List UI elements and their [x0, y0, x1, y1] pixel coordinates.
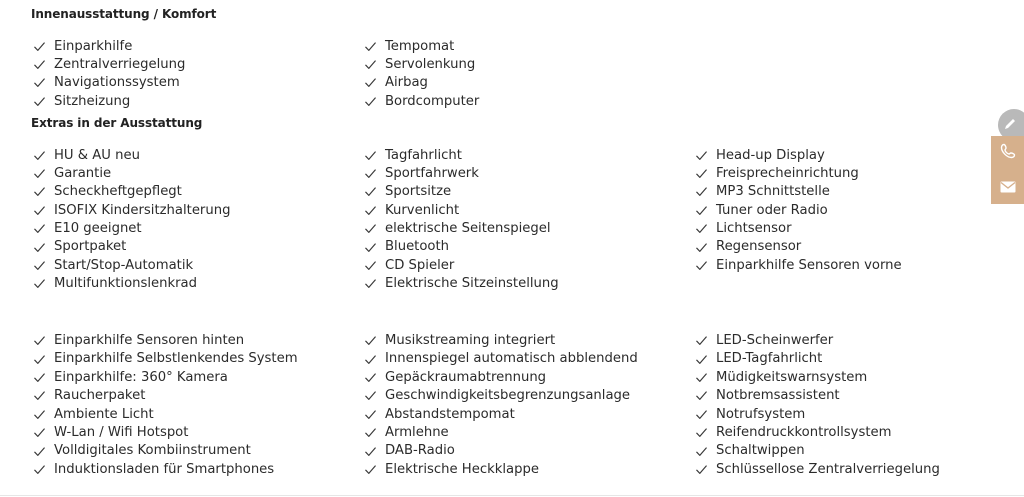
feature-label: W-Lan / Wifi Hotspot: [54, 424, 189, 440]
check-icon: [365, 187, 376, 197]
check-icon: [365, 447, 376, 457]
check-icon: [34, 78, 45, 88]
check-icon: [365, 206, 376, 216]
feature-label: Servolenkung: [385, 56, 476, 72]
feature-label: Einparkhilfe: 360° Kamera: [54, 369, 228, 385]
check-icon: [365, 97, 376, 107]
feature-label: Ambiente Licht: [54, 406, 154, 422]
check-icon: [34, 224, 45, 234]
check-icon: [365, 261, 376, 271]
feature-item: [31, 424, 351, 442]
feature-item: [693, 238, 1013, 256]
feature-label: Einparkhilfe Sensoren vorne: [716, 257, 902, 273]
check-icon: [696, 391, 707, 401]
more-list-col2: [362, 332, 682, 479]
feature-label: Innenspiegel automatisch abblendend: [385, 351, 638, 367]
check-icon: [365, 224, 376, 234]
check-icon: [365, 151, 376, 161]
feature-label: Airbag: [385, 75, 428, 91]
check-icon: [365, 336, 376, 346]
check-icon: [34, 206, 45, 216]
feature-item: [693, 350, 1013, 368]
feature-item: [693, 369, 1013, 387]
feature-item: [31, 387, 351, 405]
feature-label: Geschwindigkeitsbegrenzungsanlage: [385, 388, 631, 404]
feature-label: Notbremsassistent: [716, 388, 840, 404]
feature-item: [31, 74, 351, 92]
feature-item: [31, 442, 351, 460]
feature-item: [31, 93, 351, 111]
feature-item: [362, 238, 682, 256]
check-icon: [365, 428, 376, 438]
feature-item: [693, 147, 1013, 165]
feature-item: [693, 183, 1013, 201]
check-icon: [365, 279, 376, 289]
feature-label: Sitzheizung: [54, 93, 131, 109]
feature-item: [31, 406, 351, 424]
feature-item: [362, 369, 682, 387]
check-icon: [365, 243, 376, 253]
check-icon: [696, 373, 707, 383]
feature-label: Armlehne: [385, 424, 449, 440]
feature-label: Scheckheftgepflegt: [54, 184, 182, 200]
feature-item: [693, 424, 1013, 442]
check-icon: [34, 97, 45, 107]
feature-label: Tempomat: [385, 38, 455, 54]
feature-item: [362, 93, 682, 111]
check-icon: [696, 151, 707, 161]
section-title-interior: Innenausstattung / Komfort: [31, 7, 217, 21]
phone-icon: [1000, 143, 1016, 163]
check-icon: [365, 391, 376, 401]
check-icon: [696, 336, 707, 346]
check-icon: [365, 410, 376, 420]
feature-label: Bluetooth: [385, 239, 450, 255]
check-icon: [365, 373, 376, 383]
feature-item: [362, 147, 682, 165]
check-icon: [365, 465, 376, 475]
check-icon: [696, 447, 707, 457]
feature-label: Elektrische Heckklappe: [385, 461, 539, 477]
feature-item: [31, 369, 351, 387]
feature-label: Elektrische Sitzeinstellung: [385, 276, 559, 292]
feature-item: [362, 74, 682, 92]
feature-label: Einparkhilfe Sensoren hinten: [54, 333, 245, 348]
check-icon: [696, 261, 707, 271]
check-icon: [34, 151, 45, 161]
check-icon: [34, 261, 45, 271]
extras-list-col3: [693, 147, 1013, 276]
check-icon: [34, 243, 45, 253]
feature-label: E10 geeignet: [54, 221, 142, 237]
pencil-icon: [1003, 116, 1017, 135]
feature-item: [693, 461, 1013, 479]
feature-item: [362, 183, 682, 201]
feature-label: Gepäckraumabtrennung: [385, 369, 547, 385]
feature-label: Regensensor: [716, 239, 802, 255]
check-icon: [34, 391, 45, 401]
feature-item: [31, 350, 351, 368]
check-icon: [34, 447, 45, 457]
feature-label: Notrufsystem: [716, 406, 806, 422]
check-icon: [365, 60, 376, 70]
feature-item: [31, 257, 351, 275]
feature-item: [362, 406, 682, 424]
feature-label: Multifunktionslenkrad: [54, 276, 198, 292]
mail-button[interactable]: [991, 170, 1024, 204]
check-icon: [696, 410, 707, 420]
feature-item: [693, 387, 1013, 405]
check-icon: [34, 410, 45, 420]
feature-item: [693, 165, 1013, 183]
feature-item: [693, 442, 1013, 460]
feature-item: [31, 56, 351, 74]
feature-label: Bordcomputer: [385, 93, 480, 109]
feature-item: [31, 38, 351, 56]
feature-item: [693, 257, 1013, 275]
feature-item: [362, 424, 682, 442]
feature-item: [31, 332, 351, 350]
check-icon: [696, 206, 707, 216]
check-icon: [696, 355, 707, 365]
section-title-extras: Extras in der Ausstattung: [31, 116, 203, 130]
feature-item: [693, 332, 1013, 350]
check-icon: [34, 42, 45, 52]
feature-item: [31, 183, 351, 201]
feature-item: [362, 257, 682, 275]
check-icon: [365, 355, 376, 365]
feature-label: Einparkhilfe: [54, 38, 133, 54]
feature-item: [362, 387, 682, 405]
feature-label: Zentralverriegelung: [54, 56, 186, 72]
check-icon: [365, 42, 376, 52]
feature-item: [362, 332, 682, 350]
check-icon: [34, 465, 45, 475]
feature-label: Volldigitales Kombiinstrument: [54, 443, 251, 459]
feature-label: Raucherpaket: [54, 388, 146, 404]
feature-item: [31, 147, 351, 165]
feature-label: Garantie: [54, 165, 112, 181]
feature-item: [693, 202, 1013, 220]
feature-item: [362, 220, 682, 238]
feature-label: ISOFIX Kindersitzhalterung: [54, 202, 231, 218]
divider: [0, 495, 1024, 496]
check-icon: [696, 243, 707, 253]
feature-label: LED-Tagfahrlicht: [716, 351, 823, 367]
feature-label: Einparkhilfe Selbstlenkendes System: [54, 351, 298, 367]
check-icon: [365, 78, 376, 88]
interior-list-col1: [31, 38, 351, 112]
feature-item: [362, 442, 682, 460]
feature-label: Tagfahrlicht: [385, 147, 462, 163]
feature-label: Reifendruckkontrollsystem: [716, 424, 892, 440]
check-icon: [696, 169, 707, 179]
feature-item: [362, 275, 682, 293]
feature-label: Schlüssellose Zentralverriegelung: [716, 461, 940, 477]
feature-label: elektrische Seitenspiegel: [385, 221, 551, 237]
feature-label: Abstandstempomat: [385, 406, 515, 422]
feature-label: Schaltwippen: [716, 443, 805, 459]
feature-item: [362, 165, 682, 183]
feature-item: [362, 202, 682, 220]
feature-label: Start/Stop-Automatik: [54, 257, 194, 273]
feature-item: [362, 38, 682, 56]
feature-label: Navigationssystem: [54, 75, 180, 91]
check-icon: [696, 465, 707, 475]
feature-item: [693, 220, 1013, 238]
feature-item: [362, 350, 682, 368]
check-icon: [34, 187, 45, 197]
more-list-col3: [693, 332, 1013, 479]
feature-item: [31, 238, 351, 256]
feature-label: Tuner oder Radio: [716, 202, 828, 218]
feature-label: CD Spieler: [385, 257, 455, 273]
feature-label: Kurvenlicht: [385, 202, 460, 218]
feature-item: [31, 275, 351, 293]
feature-item: [31, 220, 351, 238]
check-icon: [34, 428, 45, 438]
feature-label: Sportfahrwerk: [385, 165, 479, 181]
extras-list-col1: [31, 147, 351, 294]
feature-item: [31, 165, 351, 183]
check-icon: [34, 169, 45, 179]
check-icon: [34, 355, 45, 365]
interior-list-col2: [362, 38, 682, 112]
mail-icon: [1000, 178, 1016, 197]
check-icon: [696, 224, 707, 234]
extras-list-col2: [362, 147, 682, 294]
feature-item: [31, 202, 351, 220]
feature-label: DAB-Radio: [385, 443, 455, 459]
check-icon: [34, 279, 45, 289]
feature-label: Head-up Display: [716, 147, 825, 163]
feature-label: MP3 Schnittstelle: [716, 184, 830, 200]
check-icon: [34, 373, 45, 383]
check-icon: [696, 428, 707, 438]
phone-button[interactable]: [991, 136, 1024, 170]
feature-item: [693, 406, 1013, 424]
check-icon: [696, 187, 707, 197]
more-list-col1: [31, 332, 351, 479]
feature-item: [362, 56, 682, 74]
feature-label: Sportsitze: [385, 184, 452, 200]
check-icon: [365, 169, 376, 179]
feature-label: Lichtsensor: [716, 221, 792, 237]
feature-label: Induktionsladen für Smartphones: [54, 461, 275, 477]
feature-label: Freisprecheinrichtung: [716, 165, 859, 181]
feature-item: [31, 461, 351, 479]
check-icon: [34, 336, 45, 346]
feature-label: Sportpaket: [54, 239, 127, 255]
check-icon: [34, 60, 45, 70]
feature-item: [362, 461, 682, 479]
feature-label: HU & AU neu: [54, 147, 140, 163]
feature-label: Müdigkeitswarnsystem: [716, 369, 868, 385]
feature-label: LED-Scheinwerfer: [716, 333, 834, 348]
feature-label: Musikstreaming integriert: [385, 333, 556, 348]
